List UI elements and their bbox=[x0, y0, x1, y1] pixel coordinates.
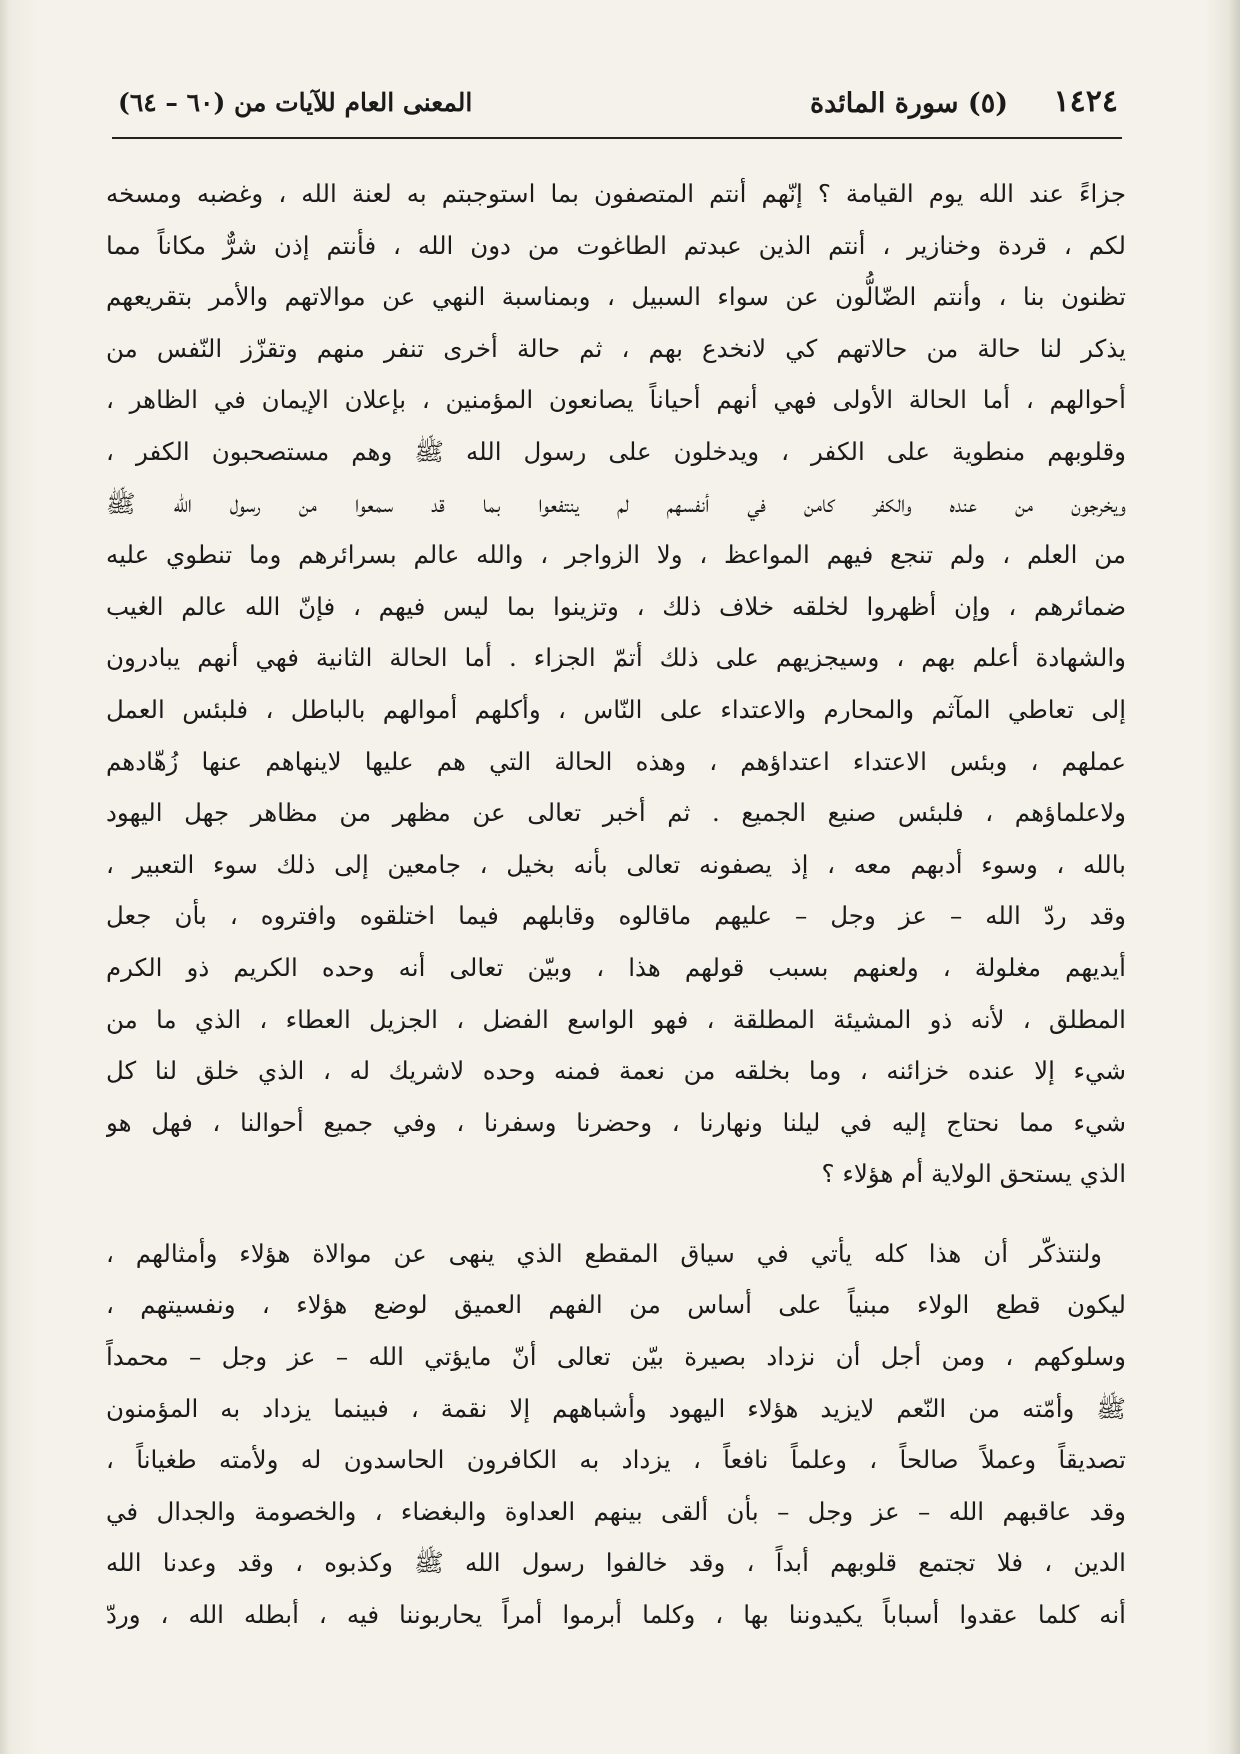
page-header bbox=[118, 80, 1118, 132]
paragraph-1 bbox=[106, 168, 1126, 1200]
text-line: وسلوكهم ، ومن أجل أن نزداد بصيرة بيّن تعالى أنّ مايؤتي الله – عز وجل – محمداً bbox=[106, 1342, 1126, 1372]
page-number: ١٤٢٤ bbox=[1053, 84, 1118, 119]
text-line: والشهادة أعلم بهم ، وسيجزيهم على ذلك أتمّ الجزاء . أما الحالة الثانية فهي أنهم يبادرون bbox=[106, 643, 1126, 673]
text-line: يذكر لنا حالة من حالاتهم كي لانخدع بهم ، ثم حالة أخرى تنفر منهم وتقزّز النّفس من bbox=[106, 333, 1126, 363]
text-line: ولنتذكّر أن هذا كله يأتي في سياق المقطع الذي ينهى عن موالاة هؤلاء وأمثالهم ، bbox=[106, 1238, 1102, 1268]
text-line: ضمائرهم ، وإن أظهروا لخلقه خلاف ذلك ، وتزينوا بما ليس فيهم ، فإنّ الله عالم الغيب bbox=[106, 591, 1126, 621]
text-line: وقد ردّ الله – عز وجل – عليهم ماقالوه وقابلهم فيما اختلقوه وافتروه ، بأن جعل bbox=[106, 901, 1126, 931]
running-head: المعنى العام للآيات من (٦٠ – ٦٤) bbox=[118, 88, 473, 117]
text-line: ليكون قطع الولاء مبنياً على أساس من الفهم العميق لوضع هؤلاء ، ونفسيتهم ، bbox=[106, 1290, 1126, 1320]
paragraph-2 bbox=[106, 1228, 1126, 1641]
text-line: ﷺ وأمّته من النّعم لايزيد هؤلاء اليهود وأشباههم إلا نقمة ، فبينما يزداد به المؤمنون bbox=[106, 1393, 1126, 1423]
text-line: عملهم ، وبئس الاعتداء اعتداؤهم ، وهذه الحالة التي هم عليها لاينهاهم عنها زُهّادهم bbox=[106, 746, 1126, 776]
text-line: أحوالهم ، أما الحالة الأولى فهي أنهم أحياناً يصانعون المؤمنين ، بإعلان الإيمان في الظاهر ، bbox=[106, 385, 1126, 415]
text-line: أنه كلما عقدوا أسباباً يكيدوننا بها ، وكلما أبرموا أمراً يحاربوننا فيه ، أبطله الله ، وردّ bbox=[106, 1600, 1126, 1630]
text-line: لكم ، قردة وخنازير ، أنتم الذين عبدتم الطاغوت من دون الله ، فأنتم إذن شرٌّ مكاناً مما bbox=[106, 230, 1126, 260]
text-line: الذي يستحق الولاية أم هؤلاء ؟ bbox=[821, 1159, 1126, 1189]
surah-name: (٥) سورة المائدة bbox=[809, 88, 1008, 119]
text-line: ولاعلماؤهم ، فلبئس صنيع الجميع . ثم أخبر تعالى عن مظهر من مظاهر جهل اليهود bbox=[106, 798, 1126, 828]
text-line: أيديهم مغلولة ، ولعنهم بسبب قولهم هذا ، وبيّن تعالى أنه وحده الكريم ذو الكرم bbox=[106, 952, 1126, 982]
page-body bbox=[106, 168, 1126, 1641]
text-line: بالله ، وسوء أدبهم معه ، إذ يصفونه تعالى بأنه بخيل ، جامعين إلى ذلك سوء التعبير ، bbox=[106, 849, 1126, 879]
text-line: ويخرجون من عنده والكفر كامن في أنفسهم لم ينتفعوا بما قد سمعوا من رسول الله ﷺ bbox=[106, 488, 1126, 518]
text-line: المطلق ، لأنه ذو المشيئة المطلقة ، فهو الواسع الفضل ، الجزيل العطاء ، الذي ما من bbox=[106, 1004, 1126, 1034]
text-line: تصديقاً وعملاً صالحاً ، وعلماً نافعاً ، يزداد به الكافرون الحاسدون له ولأمته طغياناً ، bbox=[106, 1445, 1126, 1475]
text-line: الدين ، فلا تجتمع قلوبهم أبداً ، وقد خالفوا رسول الله ﷺ وكذبوه ، وقد وعدنا الله bbox=[106, 1548, 1126, 1578]
text-line: تظنون بنا ، وأنتم الضّالُّون عن سواء السبيل ، وبمناسبة النهي عن موالاتهم والأمر بتقريعهم bbox=[106, 282, 1126, 312]
text-line: وقلوبهم منطوية على الكفر ، ويدخلون على رسول الله ﷺ وهم مستصحبون الكفر ، bbox=[106, 436, 1126, 466]
text-line: شيء مما نحتاج إليه في ليلنا ونهارنا ، وحضرنا وسفرنا ، وفي جميع أحوالنا ، فهل هو bbox=[106, 1107, 1126, 1137]
paragraph-gap bbox=[106, 1200, 1126, 1228]
text-line: جزاءً عند الله يوم القيامة ؟ إنّهم أنتم المتصفون بما استوجبتم به لعنة الله ، وغضبه ومسخه bbox=[106, 179, 1126, 208]
text-line: من العلم ، ولم تنجع فيهم المواعظ ، ولا الزواجر ، والله عالم بسرائرهم وما تنطوي عليه bbox=[106, 540, 1126, 570]
text-line: إلى تعاطي المآثم والمحارم والاعتداء على النّاس ، وأكلهم أموالهم بالباطل ، فلبئس العمل bbox=[106, 694, 1126, 724]
text-line: وقد عاقبهم الله – عز وجل – بأن ألقى بينهم العداوة والبغضاء ، والخصومة والجدال في bbox=[106, 1496, 1126, 1526]
header-rule bbox=[112, 137, 1122, 139]
text-line: شيء إلا عنده خزائنه ، وما بخلقه من نعمة فمنه وحده لاشريك له ، الذي خلق لنا كل bbox=[106, 1056, 1126, 1086]
